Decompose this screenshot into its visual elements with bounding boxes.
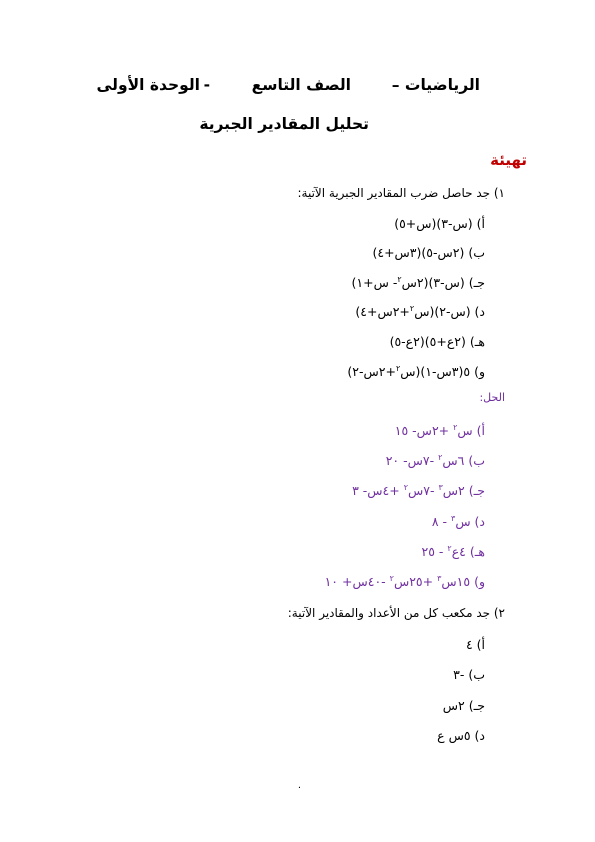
- q1-item-e: هـ) (٢ع+٥)(٢ع-٥): [389, 334, 485, 349]
- solution-item-d: د) س$^٣$ - ٨: [431, 513, 485, 529]
- q2-item-b: ب) -٣: [453, 667, 485, 682]
- q2-item-a: أ) ٤: [465, 637, 485, 652]
- q1-item-d: د) (س-٢)(س$^٢$+٢س+٤): [355, 303, 485, 319]
- solution-item-e: هـ) ٤ع$^٢$ - ٢٥: [421, 543, 485, 559]
- section-label: تهيئة: [490, 151, 527, 169]
- q1-item-b: ب) (٢س-٥)(٣س+٤): [372, 245, 485, 260]
- header-unit: الوحدة الأولى: [96, 76, 200, 94]
- q1-item-a: أ) (س-٣)(س+٥): [394, 216, 485, 231]
- solution-label: الحل:: [479, 391, 505, 404]
- footer-mark: .: [297, 780, 301, 791]
- q1-item-c: جـ) (س-٣)(٢س$^٢$- س+١): [351, 274, 485, 290]
- page-title: تحليل المقادير الجبرية: [199, 115, 369, 133]
- question2-prompt: ٢) جد مكعب كل من الأعداد والمقادير الآتية:: [287, 606, 505, 620]
- solution-item-b: ب) ٦س$^٢$ -٧س- ٢٠: [385, 452, 485, 468]
- q1-item-f: و) ٥(٣س-١)(س$^٢$+٢س-٢): [347, 363, 485, 379]
- header-subject: الرياضيات –: [391, 76, 480, 94]
- solution-item-c: جـ) ٢س$^٣$ -٧س$^٢$ +٤س- ٣: [352, 482, 485, 498]
- header-grade: الصف التاسع: [251, 76, 351, 94]
- solution-item-a: أ) س$^٢$ +٢س- ١٥: [394, 422, 485, 438]
- q2-item-d: د) ٥س ع: [437, 728, 485, 743]
- header-dash: -: [203, 76, 210, 94]
- solution-item-f: و) ١٥س$^٣$ +٢٥س$^٢$ -٤٠س+ ١٠: [324, 573, 485, 589]
- q2-item-c: جـ) ٢س: [442, 698, 485, 713]
- question1-prompt: ١) جد حاصل ضرب المقادير الجبرية الآتية:: [297, 186, 505, 200]
